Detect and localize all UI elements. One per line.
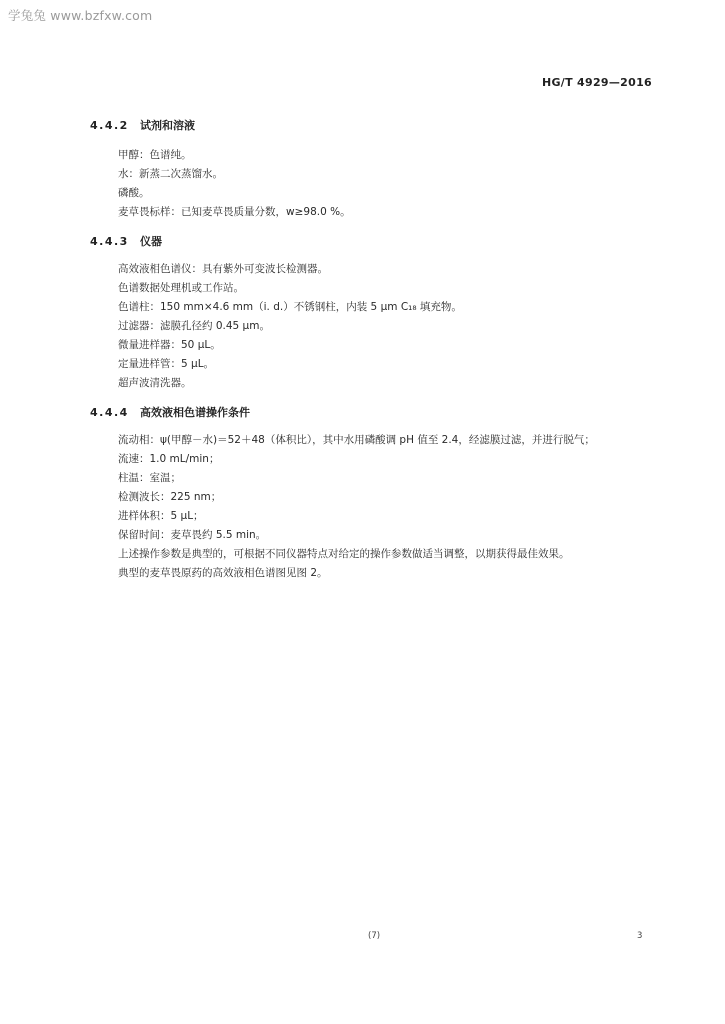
condition-item: 流速：1.0 mL/min； bbox=[118, 453, 220, 465]
figure-reference: 典型的麦草畏原药的高效液相色谱图见图 2。 bbox=[118, 567, 328, 579]
section-heading bbox=[90, 403, 655, 423]
instrument-item: 定量进样管：5 μL。 bbox=[118, 358, 215, 370]
reagent-item: 磷酸。 bbox=[118, 187, 150, 199]
instrument-item: 超声波清洗器。 bbox=[118, 377, 192, 389]
reagent-item: 水：新蒸二次蒸馏水。 bbox=[118, 168, 223, 180]
instrument-item: 过滤器：滤膜孔径约 0.45 μm。 bbox=[118, 320, 270, 332]
instrument-item: 色谱柱：150 mm×4.6 mm（i. d.）不锈钢柱，内装 5 μm C₁₈ 填充物。 bbox=[118, 301, 462, 313]
document-body bbox=[90, 116, 655, 593]
reagent-item: 甲醇：色谱纯。 bbox=[118, 149, 192, 161]
standard-code: HG/T 4929—2016 bbox=[541, 76, 652, 89]
section-number: 4.4.3 bbox=[90, 235, 129, 248]
condition-item: 柱温：室温； bbox=[118, 472, 181, 484]
mobile-phase-paragraph: 流动相：ψ(甲醇－水)＝52＋48（体积比），其中水用磷酸调 pH 值至 2.4，经滤膜过滤，并进行脱气； bbox=[118, 434, 595, 446]
instrument-item: 色谱数据处理机或工作站。 bbox=[118, 282, 244, 294]
instrument-item: 高效液相色谱仪：具有紫外可变波长检测器。 bbox=[118, 263, 328, 275]
watermark: 学兔兔 www.bzfxw.com bbox=[8, 8, 153, 23]
condition-item: 检测波长：225 nm； bbox=[118, 491, 222, 503]
section-title: 高效液相色谱操作条件 bbox=[140, 406, 250, 419]
condition-item: 进样体积：5 μL； bbox=[118, 510, 204, 522]
page-number: 3 bbox=[637, 931, 643, 941]
footer-code: (7) bbox=[368, 931, 381, 941]
section-number: 4.4.4 bbox=[90, 406, 129, 419]
section-title: 仪器 bbox=[140, 235, 162, 248]
section-4-4-4 bbox=[90, 403, 655, 583]
section-heading bbox=[90, 232, 655, 252]
section-heading bbox=[90, 116, 655, 136]
section-number: 4.4.2 bbox=[90, 119, 129, 132]
condition-item: 保留时间：麦草畏约 5.5 min。 bbox=[118, 529, 267, 541]
section-title: 试剂和溶液 bbox=[140, 119, 195, 132]
reagent-item: 麦草畏标样：已知麦草畏质量分数，w≥98.0 %。 bbox=[118, 206, 351, 218]
note-paragraph: 上述操作参数是典型的，可根据不同仪器特点对给定的操作参数做适当调整，以期获得最佳效果。 bbox=[118, 548, 570, 560]
section-4-4-3 bbox=[90, 232, 655, 393]
section-4-4-2 bbox=[90, 116, 655, 222]
instrument-item: 微量进样器：50 μL。 bbox=[118, 339, 221, 351]
